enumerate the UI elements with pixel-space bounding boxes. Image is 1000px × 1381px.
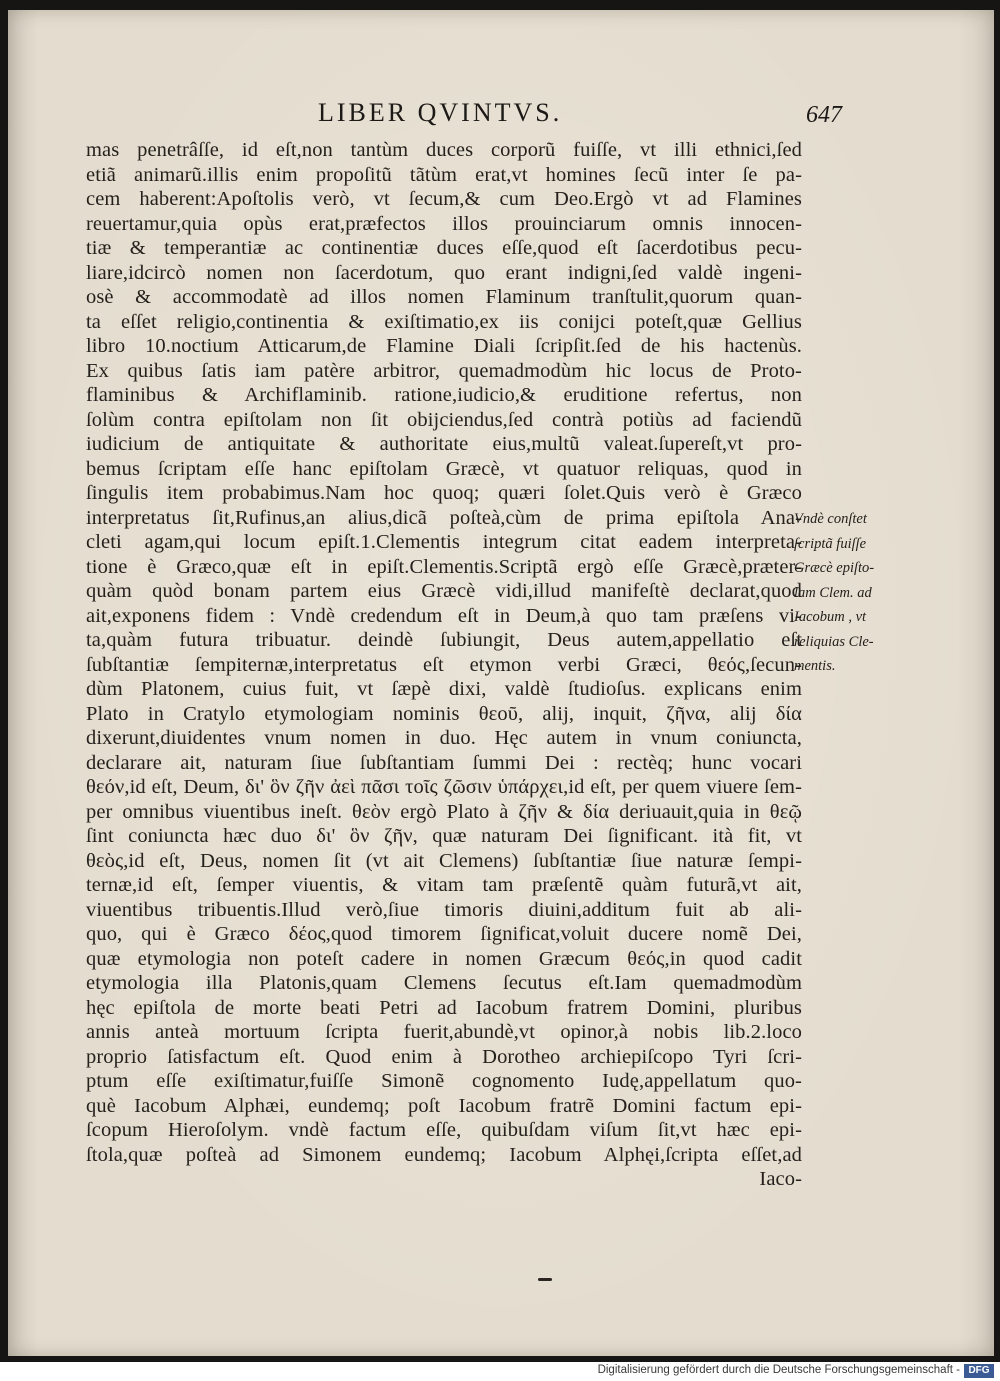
text-line: etymologia illa Platonis,quam Clemens ſecutus eſt.Iam quemadmodùm (86, 972, 802, 994)
text-line: bemus ſcriptam eſſe hanc epiſtolam Græcè, vt quatuor reliquas, quod in (86, 457, 802, 480)
digitization-credit-bar (0, 1362, 1000, 1381)
digitization-credit: Digitalisierung gefördert durch die Deutsche Forschungsgemeinschaft - (597, 1364, 960, 1376)
text-line: flaminibus & Archiflaminib. ratione,iudicio,& eruditione refertus, non (86, 384, 802, 406)
signature-mark (538, 1278, 552, 1281)
text-line: hęc epiſtola de morte beati Petri ad Iacobum fratrem Domini, pluribus (86, 996, 802, 1019)
dfg-logo: DFG (964, 1364, 994, 1378)
margin-note-line: ſcriptã fuiſſe (794, 535, 867, 552)
text-line: mas penetrâſſe, id eſt,non tantùm duces corporũ fuiſſe, vt illi ethnici,ſed (86, 139, 802, 161)
text-line: reuertamur,quia opùs erat,præfectos illos prouinciarum omnis innocen- (86, 212, 802, 235)
text-line: quàm quòd bonam partem eius Græcè vidi,illud manifeſtè declarat,quod (86, 580, 802, 602)
text-line: ſubſtantiæ ſempiternæ,interpretatus eſt etymon verbi Græci, θεός,ſecun- (86, 653, 802, 676)
text-line: tione è Græco,quæ eſt in epiſt.Clementis.Scriptã ergò eſſe Græcè,præter- (86, 555, 802, 578)
text-line: quæ etymologia non poteſt cadere in nomen Græcum θεός,in quod cadit (86, 947, 802, 970)
text-line: dùm Platonem, cuius fuit, vt ſæpè dixi, valdè ſtudioſus. explicans enim (86, 678, 802, 700)
text-line: ta,quàm futura tribuatur. deindè ſubiungit, Deus autem,appellatio eſt (86, 629, 802, 651)
text-line: cem haberent:Apoſtolis verò, vt ſecum,& cum Deo.Ergò vt ad Flamines (86, 188, 802, 210)
text-line: tiæ & temperantiæ ac continentiæ duces eſſe,quod eſt ſacerdotibus pecu- (86, 237, 802, 259)
margin-note-line: mentis. (794, 658, 836, 674)
text-line: proprio ſatisfactum eſt. Quod enim à Dorotheo archiepiſcopo Tyri ſcri- (86, 1045, 802, 1068)
margin-note-line: reliquias Cle- (794, 633, 874, 650)
page-number: 647 (806, 102, 842, 128)
text-line: ſcopum Hieroſolym. vndè factum eſſe, quibuſdam viſum ſit,vt hæc epi- (86, 1119, 802, 1141)
book-page (8, 10, 994, 1356)
margin-note (794, 507, 914, 679)
margin-note-line: Græcè epiſto- (794, 560, 875, 576)
text-line: dixerunt,diuidentes vnum nomen in duo. Hęc autem in vnum coniuncta, (86, 727, 802, 749)
text-line: ptum eſſe exiſtimatur,fuiſſe Simonẽ cognomento Iudę,appellatum quo- (86, 1070, 802, 1092)
margin-note-line: Iacobum , vt (794, 609, 867, 625)
text-line: θεόν,id eſt, Deum, δι' ὃν ζῆν ἀεὶ πᾶσι τοῖς ζῶσιν ὑπάρχει,id eſt, per quem viuere ſem- (86, 776, 802, 798)
text-line: ſtola,quæ poſteà ad Simonem eundemq; Iacobum Alphęi,ſcripta eſſet,ad (86, 1143, 802, 1166)
running-title: LIBER QVINTVS. (318, 98, 563, 127)
text-line: interpretatus ſit,Rufinus,an alius,dicã poſteà,cùm de prima epiſtola Ana- (86, 506, 802, 529)
text-line: viuentibus tribuentis.Illud verò,ſiue timoris diuini,additum fuit ab ali- (86, 898, 802, 921)
text-line: osè & accommodatè ad illos nomen Flaminum tranſtulit,quorum quan- (86, 286, 802, 308)
text-line: cleti agam,qui locum epiſt.1.Clementis integrum citat eadem interpreta- (86, 531, 802, 553)
text-line: etiã animarũ.illis enim propoſitũ tãtùm erat,vt homines ſecũ inter ſe pa- (86, 163, 802, 186)
text-line: θεὸς,id eſt, Deus, nomen ſit (vt ait Clemens) ſubſtantiæ ſiue naturæ ſempi- (86, 849, 802, 872)
margin-note-line: Vndè conſtet (794, 511, 867, 527)
text-line: quo, qui è Græco δέος,quod timorem ſignificat,voluit ducere nomẽ Dei, (86, 923, 802, 945)
text-line: Plato in Cratylo etymologiam nominis θεοῦ, alij, inquit, ζῆνα, alij δία (86, 702, 802, 725)
text-line: ſolùm contra epiſtolam non ſit obijciendus,ſed contrà potiùs ad faciendũ (86, 408, 802, 431)
text-line: ſint coniuncta hæc duo δι' ὃν ζῆν, quæ naturam Dei ſignificant. ità fit, vt (86, 825, 802, 847)
text-line: annis anteà mortuum ſcripta fuerit,abundè,vt opinor,à nobis lib.2.loco (86, 1021, 802, 1043)
text-line: ſingulis item probabimus.Nam hoc quoq; quæri ſolet.Quis verò è Græco (86, 482, 802, 504)
text-line: Ex quibus ſatis iam patère arbitror, quemadmodùm hic locus de Proto- (86, 359, 802, 382)
margin-note-line: lam Clem. ad (794, 584, 872, 601)
text-line: iudicium de antiquitate & authoritate eius,multũ valeat.ſupereſt,vt pro- (86, 433, 802, 455)
text-line: ta eſſet religio,continentia & exiſtimatio,ex iis conijci poteſt,quæ Gellius (86, 310, 802, 333)
text-line: declarare ait, naturam ſiue ſubſtantiam ſummi Dei : rectèq; hunc vocari (86, 751, 802, 774)
text-line: ait,exponens fidem : Vndè credendum eſt in Deum,à quo tam præſens vi- (86, 604, 802, 627)
text-line: per omnibus viuentibus ineſt. θεὸν ergò Plato à ζῆν & δία deriuauit,quia in θεῷ (86, 800, 802, 823)
catchword: Iaco- (759, 1168, 802, 1190)
text-line: libro 10.noctium Atticarum,de Flamine Diali ſcripſit.ſed de his hactenùs. (86, 335, 802, 357)
text-line: ternæ,id eſt, ſemper viuentis, & vitam tam præſentẽ quàm futurã,vt ait, (86, 874, 802, 896)
text-line: liare,idcircò nomen non ſacerdotum, quo erant indigni,ſed valdè ingeni- (86, 261, 802, 284)
body-text (86, 138, 802, 1192)
text-line: què Iacobum Alphæi, eundemq; poſt Iacobum fratrẽ Domini factum epi- (86, 1094, 802, 1117)
